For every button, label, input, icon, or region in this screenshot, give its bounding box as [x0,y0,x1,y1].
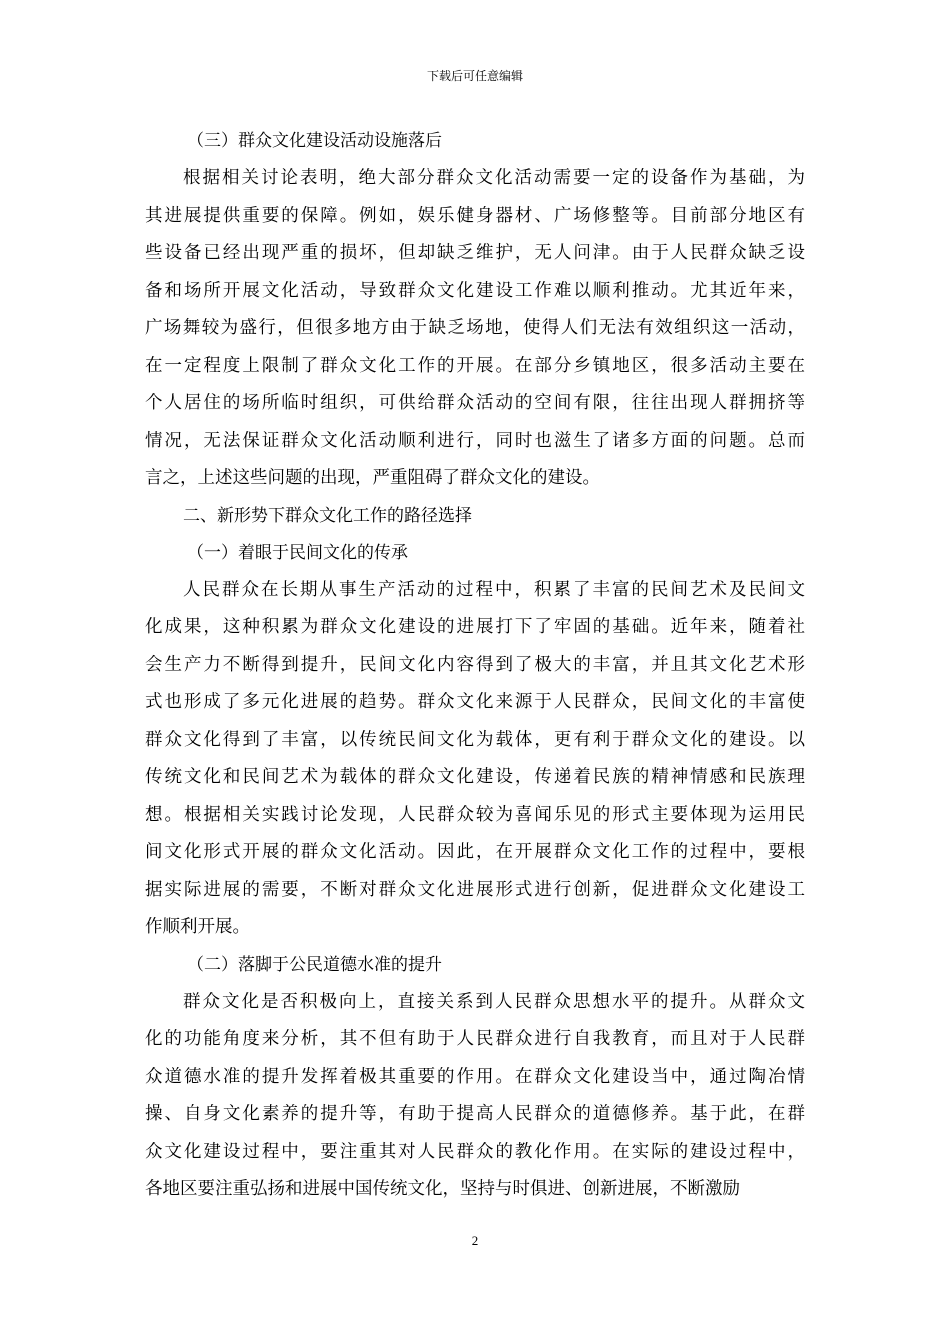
paragraph-line: 备和场所开展文化活动，导致群众文化建设工作难以顺利推动。尤其近年来， [145,280,805,301]
paragraph-line: 根据相关讨论表明，绝大部分群众文化活动需要一定的设备作为基础，为 [183,168,805,188]
paragraph [145,572,805,947]
paragraph-line: 其进展提供重要的保障。例如，娱乐健身器材、广场修整等。目前部分地区有 [145,205,805,226]
page-header: 下载后可任意编辑 [426,69,523,83]
paragraph-line: 言之，上述这些问题的出现，严重阻碍了群众文化的建设。 [145,468,600,488]
subsection-heading: （二）落脚于公民道德水准的提升 [187,954,442,975]
paragraph-line: 作顺利开展。 [145,917,250,937]
paragraph-line: 个人居住的场所临时组织，可供给群众活动的空间有限，往往出现人群拥挤等 [145,393,805,413]
paragraph-line: 式也形成了多元化进展的趋势。群众文化来源于人民群众，民间文化的丰富使 [145,692,805,712]
paragraph-line: 众道德水准的提升发挥着极其重要的作用。在群众文化建设当中，通过陶冶情 [145,1066,805,1087]
paragraph-line: 据实际进展的需要，不断对群众文化进展形式进行创新，促进群众文化建设工 [145,879,805,900]
paragraph-line: 情况，无法保证群众文化活动顺利进行，同时也滋生了诸多方面的问题。总而 [145,430,805,451]
paragraph-line: 传统文化和民间艺术为载体的群众文化建设，传递着民族的精神情感和民族理 [145,767,805,787]
paragraph-line: 操、自身文化素养的提升等，有助于提高人民群众的道德修养。基于此，在群 [145,1104,805,1124]
paragraph-line: 会生产力不断得到提升，民间文化内容得到了极大的丰富，并且其文化艺术形 [145,654,805,675]
section-heading: 二、新形势下群众文化工作的路径选择 [183,505,472,526]
page-number: 2 [471,1233,479,1248]
paragraph-line: 间文化形式开展的群众文化活动。因此，在开展群众文化工作的过程中，要根 [145,842,805,862]
paragraph [145,984,805,1209]
paragraph-line: 在一定程度上限制了群众文化工作的开展。在部分乡镇地区，很多活动主要在 [145,355,805,376]
paragraph-line: 化的功能角度来分析，其不但有助于人民群众进行自我教育，而且对于人民群 [145,1029,805,1049]
paragraph-line: 化成果，这种积累为群众文化建设的进展打下了牢固的基础。近年来，随着社 [145,617,805,637]
paragraph [145,160,805,498]
paragraph-line: 群众文化是否积极向上，直接关系到人民群众思想水平的提升。从群众文 [183,991,805,1012]
paragraph-line: 些设备已经出现严重的损坏，但却缺乏维护，无人问津。由于人民群众缺乏设 [145,243,805,263]
paragraph-line: 想。根据相关实践讨论发现，人民群众较为喜闻乐见的形式主要体现为运用民 [145,804,805,825]
paragraph-line: 群众文化得到了丰富，以传统民间文化为载体，更有利于群众文化的建设。以 [145,729,805,750]
paragraph-line: 人民群众在长期从事生产活动的过程中，积累了丰富的民间艺术及民间文 [183,579,805,600]
document-body [145,123,805,1209]
subsection-heading: （三）群众文化建设活动设施落后 [187,131,442,151]
paragraph-line: 各地区要注重弘扬和进展中国传统文化，坚持与时俱进、创新进展，不断激励 [145,1179,740,1199]
subsection-heading: （一）着眼于民间文化的传承 [187,542,408,563]
paragraph-line: 众文化建设过程中，要注重其对人民群众的教化作用。在实际的建设过程中， [145,1141,805,1162]
paragraph-line: 广场舞较为盛行，但很多地方由于缺乏场地，使得人们无法有效组织这一活动， [145,318,805,338]
